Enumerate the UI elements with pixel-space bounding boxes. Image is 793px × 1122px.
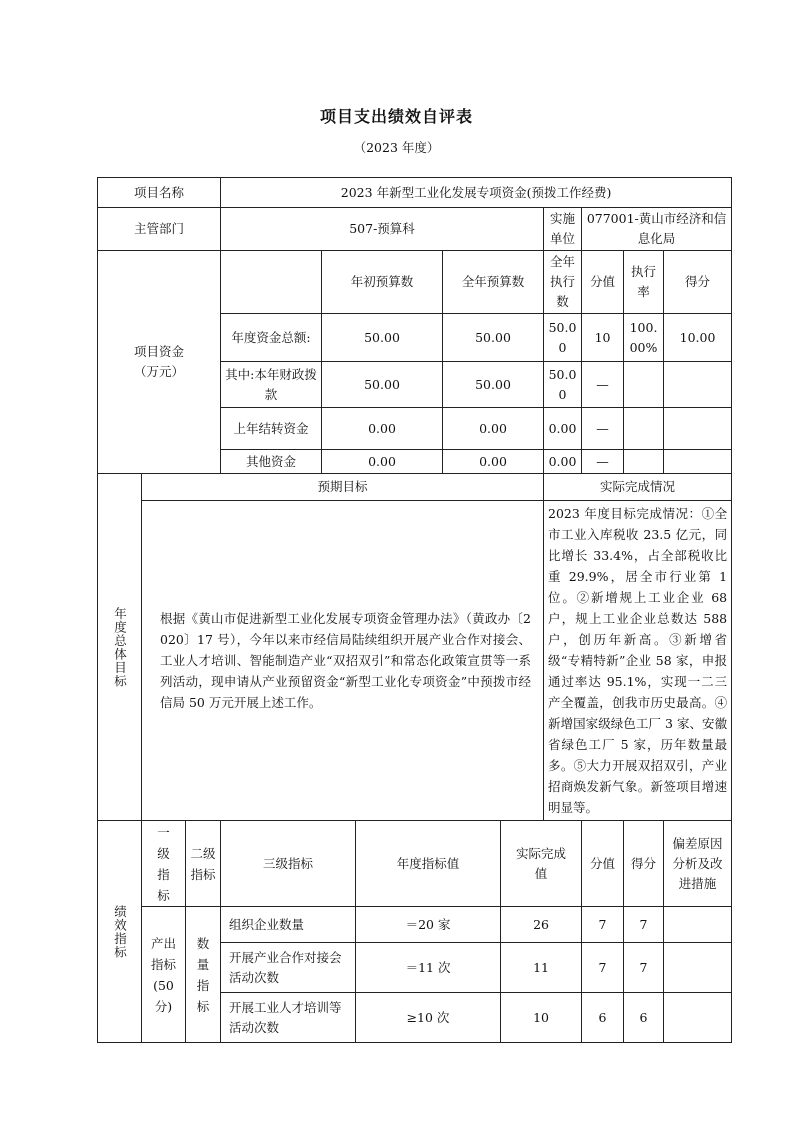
level1-header: 一级指标 xyxy=(142,821,186,907)
actual-header: 实际完成值 xyxy=(501,821,582,907)
indicator-row xyxy=(98,907,732,943)
funds-row-score xyxy=(664,362,732,408)
funds-row-executed: 50.00 xyxy=(544,314,582,362)
funds-row-rate xyxy=(624,362,664,408)
funds-row-initial: 50.00 xyxy=(322,362,443,408)
expected-goal-header: 预期目标 xyxy=(142,474,544,501)
department-value: 507-预算科 xyxy=(221,208,544,251)
actual-result-text: 2023 年度目标完成情况：①全市工业入库税收 23.5 亿元，同比增长 33.4%，占全部税收比重 29.9%，居全市行业第 1 位。②新增规上工业企业 68 户，规上工业企业总数达 588 户，创历年新高。③新增省级“专精特新”企业 58 家，申报通过率达 95.1%，实现一二三产全覆盖，创我市历史最高。④新增国家级绿色工厂 3 家、安徽省绿色工厂 5 家，历年数量最多。⑤大力开展双招双引，产业招商焕发新气象。新签项目增速明显等。 xyxy=(544,501,732,821)
funds-row-score-value: 10 xyxy=(582,314,624,362)
funds-row-rate xyxy=(624,408,664,450)
funds-row-label: 其中:本年财政拨款 xyxy=(221,362,322,408)
funds-row-annual: 50.00 xyxy=(443,314,544,362)
indicator-target: ＝20 家 xyxy=(356,907,501,943)
level2-header: 二级指标 xyxy=(186,821,221,907)
funds-label: 项目资金（万元） xyxy=(98,251,221,474)
indicator-score-value: 7 xyxy=(582,907,624,943)
indicator-score: 6 xyxy=(624,993,664,1043)
indicator-score: 7 xyxy=(624,943,664,993)
page-title: 项目支出绩效自评表 xyxy=(319,107,473,126)
funds-row-initial: 0.00 xyxy=(322,450,443,474)
indicator-reason xyxy=(664,993,732,1043)
score-value-header: 分值 xyxy=(582,821,624,907)
reason-header: 偏差原因分析及改进措施 xyxy=(664,821,732,907)
funds-row-label: 上年结转资金 xyxy=(221,408,322,450)
performance-table xyxy=(97,177,732,1043)
level3-header: 三级指标 xyxy=(221,821,356,907)
indicator-name: 开展产业合作对接会活动次数 xyxy=(221,943,356,993)
score-header: 得分 xyxy=(624,821,664,907)
department-label: 主管部门 xyxy=(98,208,221,251)
indicator-target: ≥10 次 xyxy=(356,993,501,1043)
funds-row-score-value: — xyxy=(582,450,624,474)
funds-header-blank xyxy=(221,251,322,314)
funds-header-score-value: 分值 xyxy=(582,251,624,314)
unit-label: 实施单位 xyxy=(544,208,582,251)
indicator-name: 组织企业数量 xyxy=(221,907,356,943)
indicator-reason xyxy=(664,907,732,943)
funds-row-annual: 0.00 xyxy=(443,408,544,450)
funds-row-initial: 50.00 xyxy=(322,314,443,362)
funds-row-label: 年度资金总额: xyxy=(221,314,322,362)
indicator-target: ＝11 次 xyxy=(356,943,501,993)
expected-goal-text: 根据《黄山市促进新型工业化发展专项资金管理办法》（黄政办〔2020〕17 号），今年以来市经信局陆续组织开展产业合作对接会、工业人才培训、智能制造产业“双招双引”和常态化政策宣贯等一系列活动，现申请从产业预留资金“新型工业化专项资金”中预拨市经信局 50 万元开展上述工作。 xyxy=(142,501,544,821)
funds-row-rate xyxy=(624,450,664,474)
indicator-score: 7 xyxy=(624,907,664,943)
indicator-actual: 10 xyxy=(501,993,582,1043)
indicator-actual: 26 xyxy=(501,907,582,943)
funds-row-score xyxy=(664,408,732,450)
funds-row-rate: 100.00% xyxy=(624,314,664,362)
funds-header-annual: 全年预算数 xyxy=(443,251,544,314)
page-subtitle: （2023 年度） xyxy=(353,140,440,155)
funds-row-annual: 50.00 xyxy=(443,362,544,408)
funds-row-score-value: — xyxy=(582,362,624,408)
funds-header-executed: 全年执行数 xyxy=(544,251,582,314)
funds-row-annual: 0.00 xyxy=(443,450,544,474)
funds-row-score xyxy=(664,450,732,474)
indicator-actual: 11 xyxy=(501,943,582,993)
funds-header-score: 得分 xyxy=(664,251,732,314)
funds-row-score-value: — xyxy=(582,408,624,450)
actual-result-header: 实际完成情况 xyxy=(544,474,732,501)
target-header: 年度指标值 xyxy=(356,821,501,907)
funds-row-executed: 0.00 xyxy=(544,408,582,450)
funds-row-executed: 50.00 xyxy=(544,362,582,408)
unit-value: 077001-黄山市经济和信息化局 xyxy=(582,208,732,251)
funds-row-initial: 0.00 xyxy=(322,408,443,450)
funds-header-rate: 执行率 xyxy=(624,251,664,314)
funds-row-executed: 0.00 xyxy=(544,450,582,474)
indicator-score-value: 6 xyxy=(582,993,624,1043)
goals-label: 年度总体目标 xyxy=(98,474,142,821)
funds-row-score: 10.00 xyxy=(664,314,732,362)
project-name-value: 2023 年新型工业化发展专项资金(预拨工作经费) xyxy=(221,178,732,208)
project-name-label: 项目名称 xyxy=(98,178,221,208)
quantity-indicator-label: 数量指标 xyxy=(186,907,221,1043)
indicator-reason xyxy=(664,943,732,993)
indicators-label: 绩效指标 xyxy=(98,821,142,1043)
output-indicator-label: 产出指标(50分) xyxy=(142,907,186,1043)
indicator-score-value: 7 xyxy=(582,943,624,993)
indicator-name: 开展工业人才培训等活动次数 xyxy=(221,993,356,1043)
funds-header-initial: 年初预算数 xyxy=(322,251,443,314)
funds-row-label: 其他资金 xyxy=(221,450,322,474)
